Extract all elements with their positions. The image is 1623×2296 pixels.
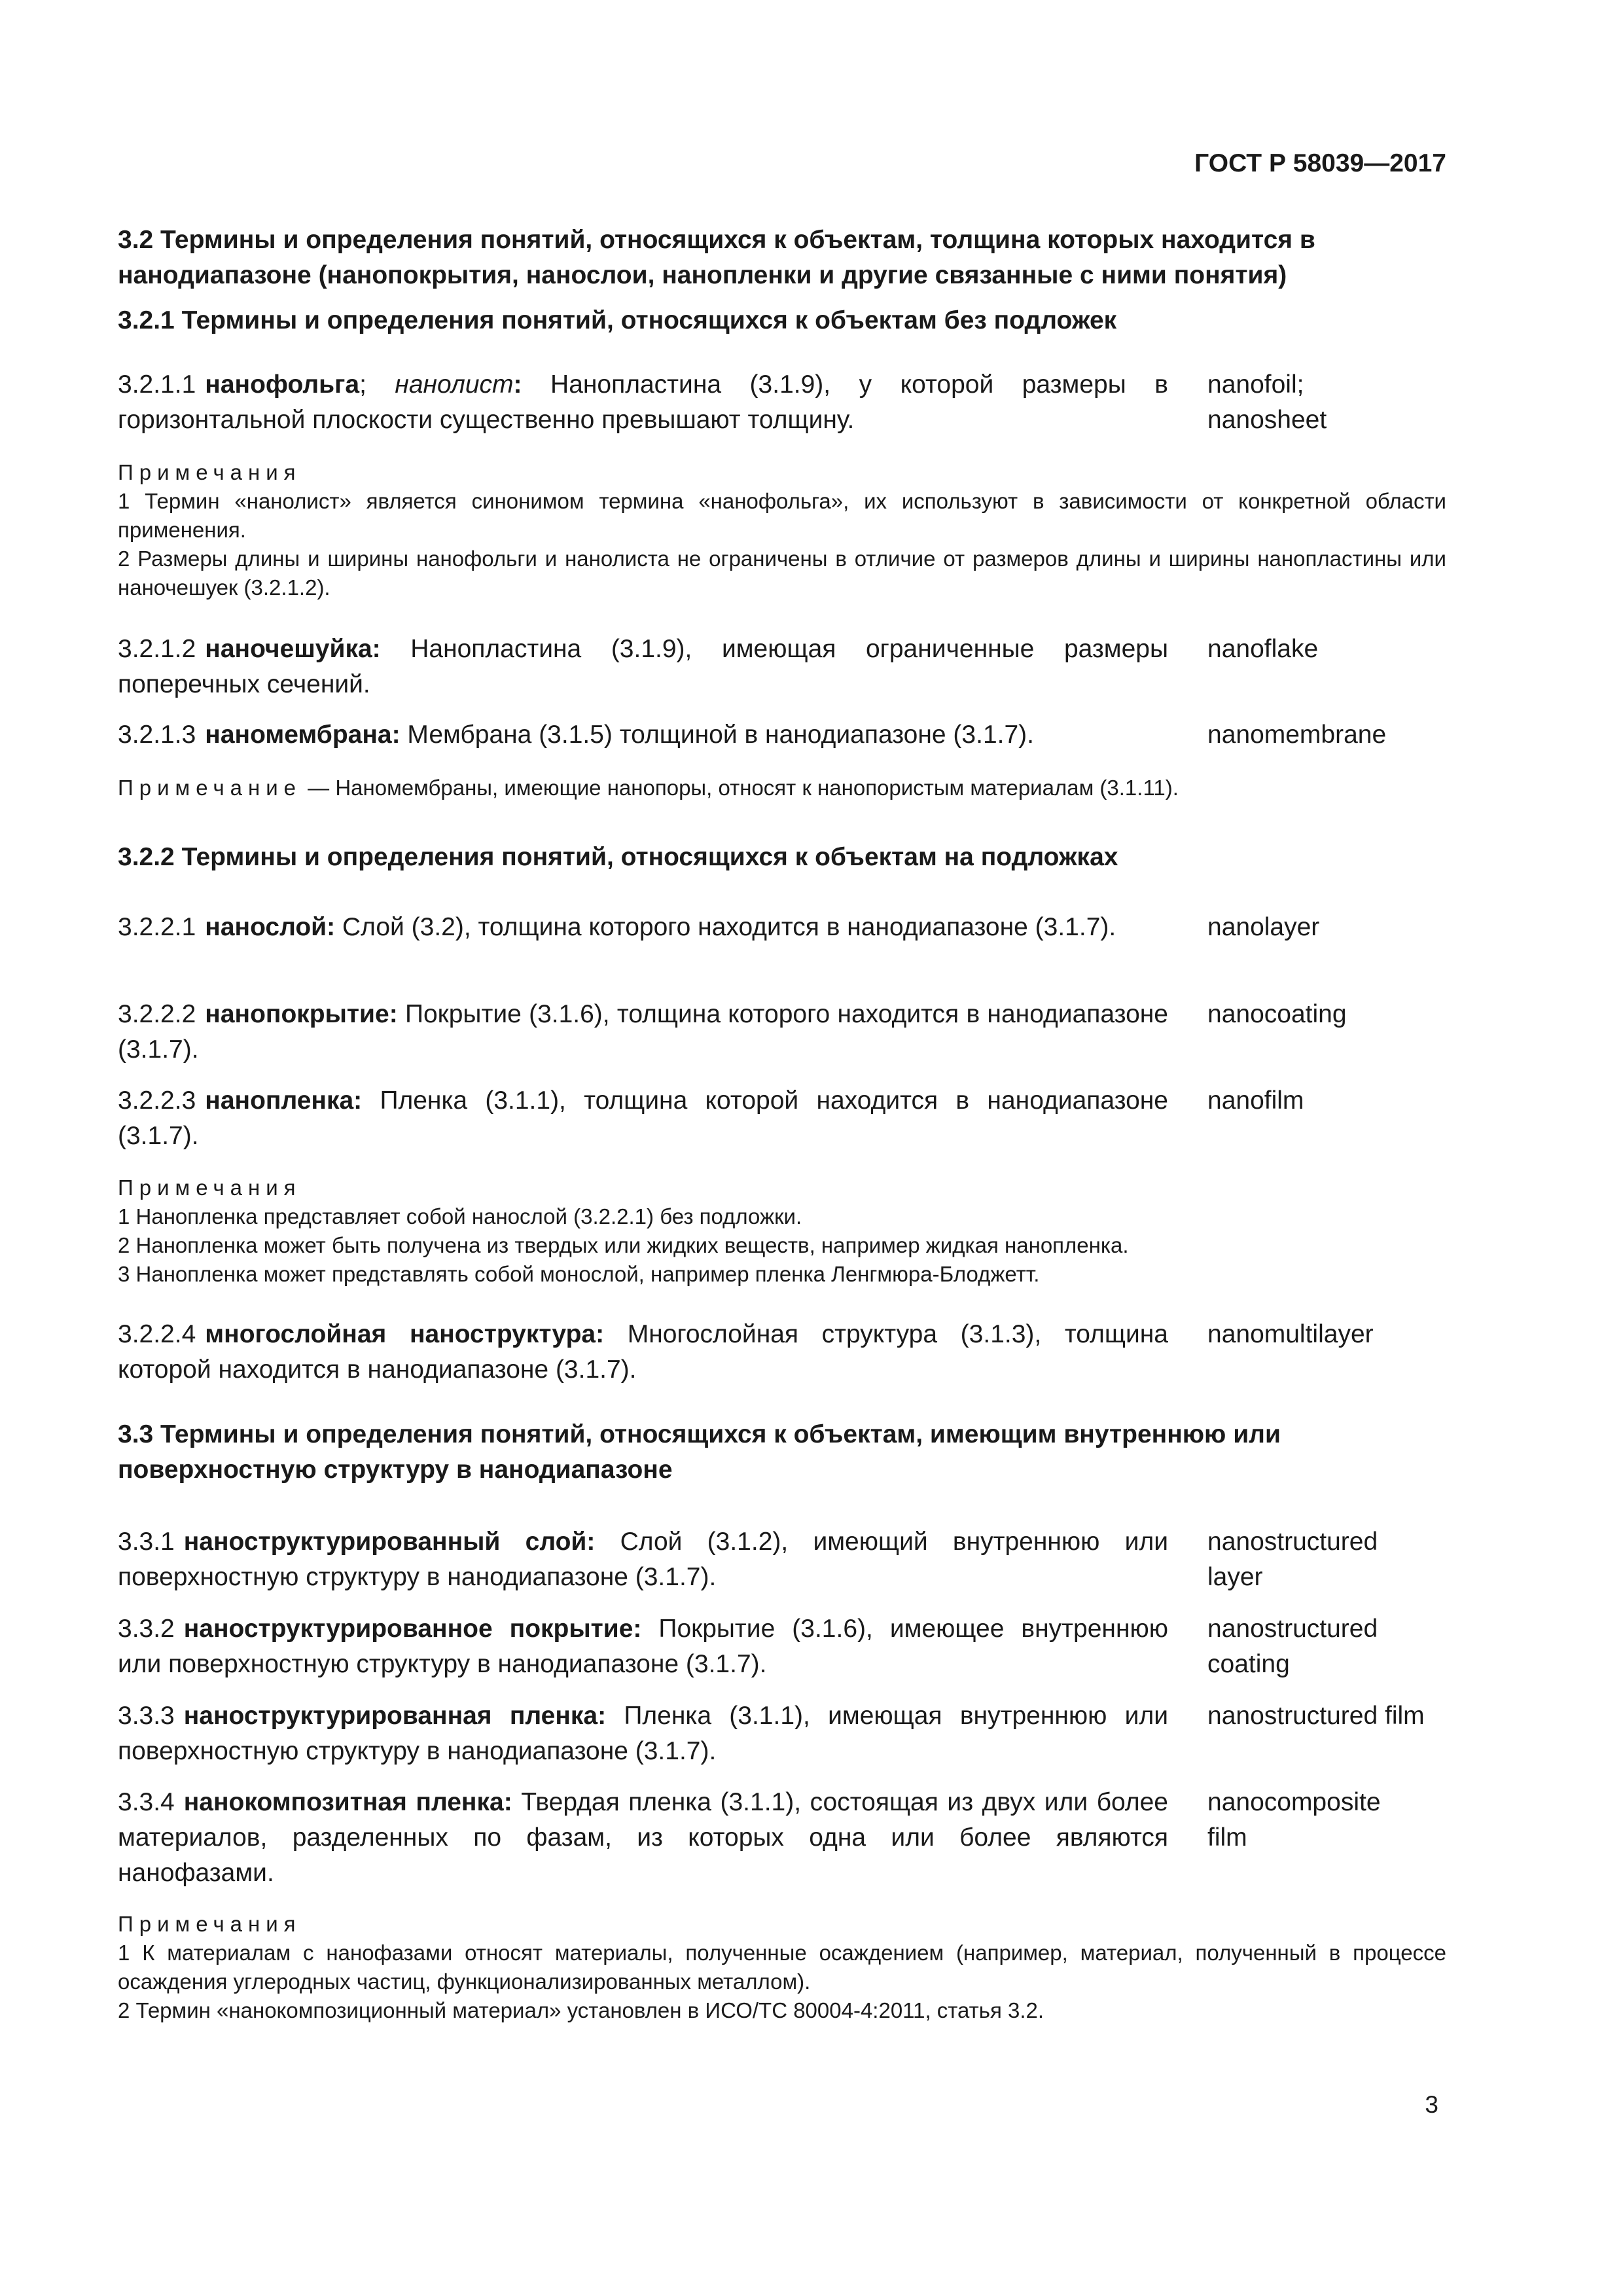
term-entry (118, 1698, 1168, 1769)
note-item: 1 К материалам с нанофазами относят материалы, полученные осаждением (например, материал, полученный в процессе осаждения углеродных частиц, функционализированных металлом). (118, 1941, 1446, 1994)
term-english-equivalent: nanofilm (1207, 1086, 1304, 1115)
term-name: наномембрана: (205, 721, 401, 749)
term-name: наноструктурированная пленка: (183, 1702, 607, 1730)
term-english-equivalent: nanostructured film (1207, 1702, 1425, 1730)
term-entry (118, 1524, 1168, 1595)
standard-designation: ГОСТ Р 58039—2017 (1194, 149, 1446, 177)
term-name: нанопокрытие: (205, 1000, 398, 1028)
term-entry (118, 1611, 1168, 1682)
section-heading-3-2-2: 3.2.2 Термины и определения понятий, относящихся к объектам на подложках (118, 843, 1118, 871)
term-number: 3.3.3 (118, 1702, 175, 1730)
term-name: нанослой: (205, 913, 336, 941)
note-item: 2 Нанопленка может быть получена из твердых или жидких веществ, например жидкая нанопленка. (118, 1233, 1129, 1257)
term-english-equivalent: nanocomposite film (1207, 1788, 1381, 1852)
term-entry: 3.2.1.1 нанофольга; нанолист: Нанопластина (3.1.9), у которой размеры в горизонтальной плоскости существенно превышают толщину. (118, 370, 1168, 434)
term-entry (118, 632, 1168, 702)
note-item: 1 Нанопленка представляет собой нанослой (3.2.2.1) без подложки. (118, 1204, 802, 1229)
term-definition: Пленка (3.1.1), имеющая внутреннюю или поверхностную структуру в нанодиапазоне (3.1.7). (118, 1702, 1168, 1765)
term-entry (118, 1785, 1168, 1891)
term-number: 3.3.1 (118, 1528, 175, 1556)
term-number: 3.3.2 (118, 1615, 175, 1643)
notes-heading: Примечания (118, 1912, 302, 1936)
term-definition: Твердая пленка (3.1.1), состоящая из двух или более материалов, разделенных по фазам, из которых одна или более являются нанофазами. (118, 1788, 1168, 1887)
term-name: нанопленка: (205, 1086, 363, 1115)
term-definition: Покрытие (3.1.6), имеющее внутреннюю или поверхностную структуру в нанодиапазоне (3.1.7). (118, 1615, 1168, 1678)
note-item: 2 Размеры длины и ширины нанофольги и нанолиста не ограничены в отличие от размеров длины и ширины нанопластины или наночешуек (3.2.1.2). (118, 547, 1446, 600)
term-english-equivalent: nanoflake (1207, 635, 1319, 663)
note-item: 3 Нанопленка может представлять собой монослой, например пленка Ленгмюра-Блоджетт. (118, 1262, 1040, 1286)
term-entry (118, 910, 1168, 945)
term-name: многослойная наноструктура: (205, 1320, 605, 1348)
term-number: 3.2.1.1 (118, 370, 196, 399)
term-definition: Пленка (3.1.1), толщина которой находится в нанодиапазоне (3.1.7). (118, 1086, 1168, 1150)
section-heading-3-2: 3.2 Термины и определения понятий, относящихся к объектам, толщина которых находится в нанодиапазоне (нанопокрытия, нанослои, нанопленки и другие связанные с ними понятия) (118, 226, 1315, 289)
notes-heading: Примечания (118, 460, 302, 484)
notes-heading: Примечания (118, 1175, 302, 1200)
term-definition: Покрытие (3.1.6), толщина которого находится в нанодиапазоне (3.1.7). (118, 1000, 1168, 1064)
term-definition: Мембрана (3.1.5) толщиной в нанодиапазоне (3.1.7). (400, 721, 1034, 749)
term-english-equivalent: nanocoating (1207, 1000, 1347, 1028)
page-number: 3 (1425, 2091, 1438, 2118)
term-number: 3.3.4 (118, 1788, 175, 1816)
term-number: 3.2.2.1 (118, 913, 196, 941)
term-english-equivalent: nanofoil; nanosheet (1207, 370, 1327, 434)
term-english-equivalent: nanolayer (1207, 913, 1320, 941)
term-entry (118, 1083, 1168, 1154)
term-synonym: нанолист (395, 370, 514, 399)
term-english-equivalent: nanostructured coating (1207, 1615, 1378, 1678)
term-number: 3.2.2.4 (118, 1320, 196, 1348)
term-number: 3.2.1.3 (118, 721, 196, 749)
term-definition: Слой (3.2), толщина которого находится в нанодиапазоне (3.1.7). (335, 913, 1116, 941)
term-name: наночешуйка: (205, 635, 381, 663)
term-name: наноструктурированный слой: (183, 1528, 596, 1556)
term-entry (118, 1317, 1168, 1388)
note-single (118, 774, 1446, 802)
term-definition: Многослойная структура (3.1.3), толщина которой находится в нанодиапазоне (3.1.7). (118, 1320, 1168, 1384)
term-number: 3.2.1.2 (118, 635, 196, 663)
term-english-equivalent: nanomembrane (1207, 721, 1387, 749)
term-english-equivalent: nanomultilayer (1207, 1320, 1374, 1348)
term-name: нанокомпозитная пленка: (183, 1788, 512, 1816)
note-heading: Примечание (118, 776, 302, 800)
term-name: нанофольга (205, 370, 360, 399)
term-definition: Нанопластина (3.1.9), у которой размеры в горизонтальной плоскости существенно превышают толщину. (118, 370, 1168, 434)
term-entry (118, 997, 1168, 1067)
term-entry (118, 717, 1168, 753)
note-item: 1 Термин «нанолист» является синонимом термина «нанофольга», их используют в зависимости от конкретной области применения. (118, 489, 1446, 542)
note-item: 2 Термин «нанокомпозиционный материал» установлен в ИСО/ТС 80004-4:2011, статья 3.2. (118, 1998, 1044, 2022)
section-heading-3-2-1: 3.2.1 Термины и определения понятий, относящихся к объектам без подложек (118, 306, 1117, 334)
term-english-equivalent: nanostructured layer (1207, 1528, 1378, 1591)
term-definition: Нанопластина (3.1.9), имеющая ограниченные размеры поперечных сечений. (118, 635, 1168, 698)
term-number: 3.2.2.3 (118, 1086, 196, 1115)
term-number: 3.2.2.2 (118, 1000, 196, 1028)
note-text: — Наномембраны, имеющие нанопоры, относят к нанопористым материалам (3.1.11). (302, 776, 1179, 800)
section-heading-3-3: 3.3 Термины и определения понятий, относящихся к объектам, имеющим внутреннюю или поверхностную структуру в нанодиапазоне (118, 1420, 1281, 1484)
term-name: наноструктурированное покрытие: (183, 1615, 642, 1643)
term-definition: Слой (3.1.2), имеющий внутреннюю или поверхностную структуру в нанодиапазоне (3.1.7). (118, 1528, 1168, 1591)
